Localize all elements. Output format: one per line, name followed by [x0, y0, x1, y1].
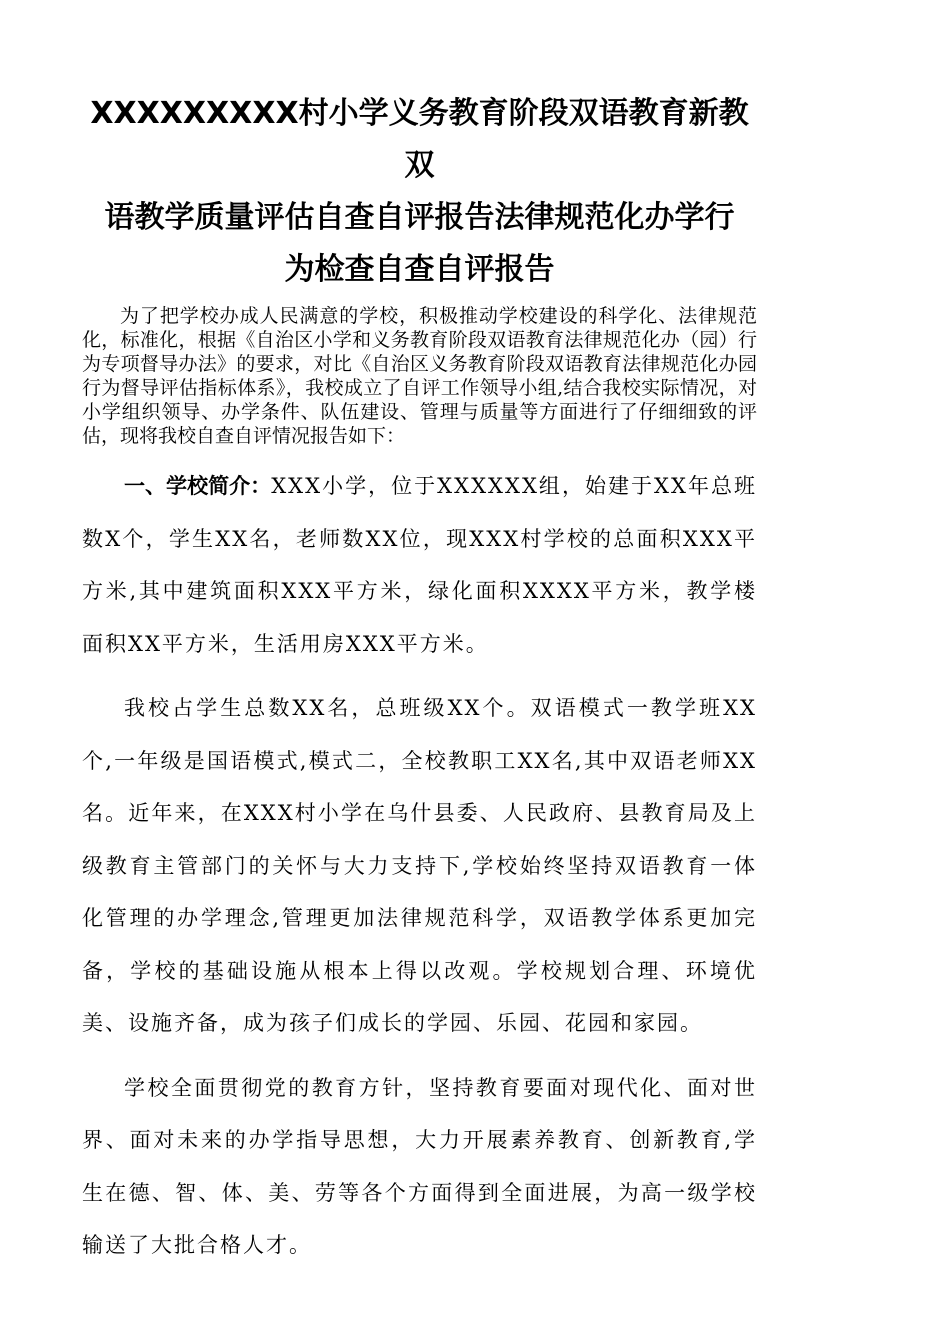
document-title	[82, 88, 757, 296]
title-line-2: 语教学质量评估自查自评报告法律规范化办学行	[104, 200, 735, 235]
title-line-1: XXXXXXXXX村小学义务教育阶段双语教育新教双	[90, 96, 749, 183]
document-page	[82, 88, 757, 1272]
intro-paragraph: 为了把学校办成人民满意的学校，积极推动学校建设的科学化、法律规范化，标准化，根据《自治区小学和义务教育阶段双语教育法律规范化办（园）行为专项督导办法》的要求，对比《自治区义务教育阶段双语教育法律规范化办园行为督导评估指标体系》，我校成立了自评工作领导小组,结合我校实际情况，对小学组织领导、办学条件、队伍建设、管理与质量等方面进行了仔细细致的评估，现将我校自查自评情况报告如下：	[82, 305, 757, 447]
education-policy-paragraph: 学校全面贯彻党的教育方针，坚持教育要面对现代化、面对世界、面对未来的办学指导思想，大力开展素养教育、创新教育,学生在德、智、体、美、劳等各个方面得到全面进展，为高一级学校输送了大批合格人才。	[82, 1075, 757, 1257]
section-heading-school-intro: 一、学校简介：	[124, 474, 272, 498]
school-intro-text: XXX小学，位于XXXXXX组，始建于XX年总班数X个，学生XX名，老师数XX位，现XXX村学校的总面积XXX平方米,其中建筑面积XXX平方米，绿化面积XXXX平方米，教学楼面积XX平方米，生活用房XXX平方米。	[82, 474, 758, 656]
school-intro-paragraph	[82, 460, 757, 670]
school-overview-paragraph: 我校占学生总数XX名，总班级XX个。双语模式一教学班XX个,一年级是国语模式,模式二，全校教职工XX名,其中双语老师XX名。近年来，在XXX村小学在乌什县委、人民政府、县教育局及上级教育主管部门的关怀与大力支持下,学校始终坚持双语教育一体化管理的办学理念,管理更加法律规范科学，双语教学体系更加完备，学校的基础设施从根本上得以改观。学校规划合理、环境优美、设施齐备，成为孩子们成长的学园、乐园、花园和家园。	[82, 696, 757, 1035]
title-line-3: 为检查自查自评报告	[284, 252, 555, 287]
